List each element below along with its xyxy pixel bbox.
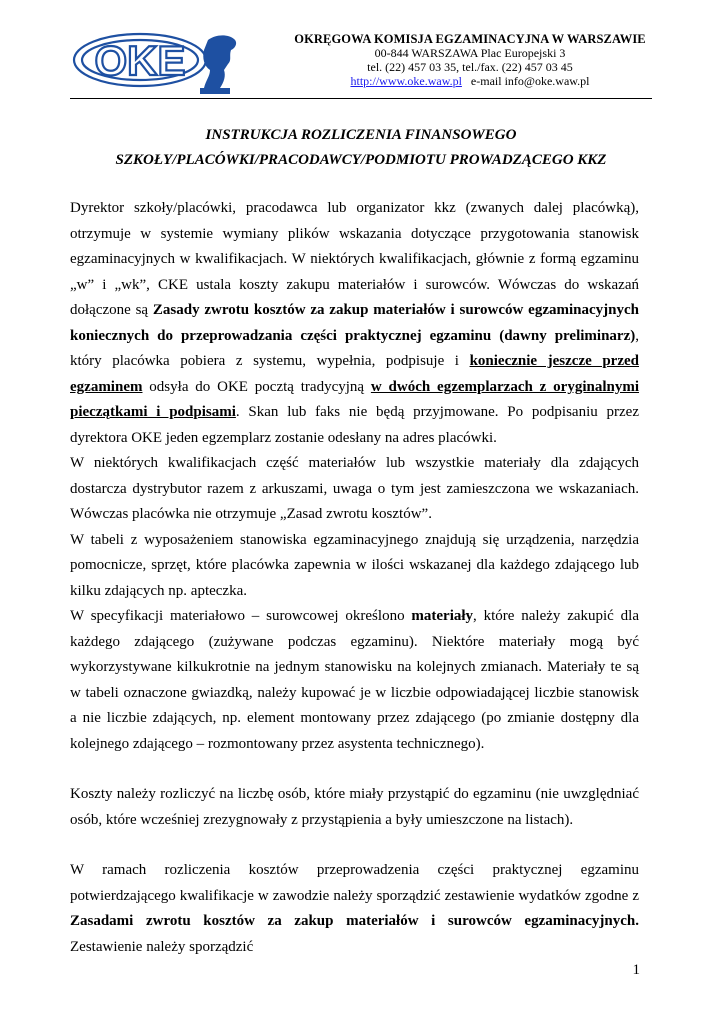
p6-text-2: Zestawienie należy sporządzić: [70, 938, 254, 955]
title-line-1: INSTRUKCJA ROZLICZENIA FINANSOWEGO: [205, 127, 517, 143]
header-contact-block: [280, 32, 660, 88]
p1-bold-underline-2: w dwóch egzemplarzach z oryginalnymi pieczątkami i podpisami: [70, 378, 639, 420]
p4-bold-1: materiały: [411, 608, 474, 624]
paragraph-5: Koszty należy rozliczyć na liczbę osób, które miały przystąpić do egzaminu (nie uwzględniać osób, które wcześniej zrezygnowały z przystąpienia a były umieszczone na listach).: [70, 786, 639, 828]
p1-bold-1: Zasady zwrotu kosztów za zakup materiałów i surowców egzaminacyjnych koniecznych do przeprowadzania części praktycznej egzaminu (dawny preliminarz): [70, 302, 639, 344]
website-link[interactable]: http://www.oke.waw.pl: [350, 74, 462, 88]
email-text: e-mail info@oke.waw.pl: [470, 74, 590, 88]
org-name: OKRĘGOWA KOMISJA EGZAMINACYJNA W WARSZAWIE: [294, 32, 646, 46]
header-divider: [70, 98, 652, 99]
paragraph-1: [70, 196, 639, 451]
page-header: [70, 30, 652, 100]
paragraph-4: [70, 604, 639, 757]
org-web-email: [280, 74, 660, 88]
p1-bold-underline-1: koniecznie jeszcze przed egzaminem: [70, 353, 639, 395]
document-title: [70, 123, 652, 173]
title-line-2: SZKOŁY/PLACÓWKI/PRACODAWCY/PODMIOTU PROWADZĄCEGO KKZ: [115, 152, 607, 168]
p1-text-1: Dyrektor szkoły/placówki, pracodawca lub organizator kkz (zwanych dalej placówką), otrzymuje w systemie wymiany plików wskazania dotyczące przygotowania stanowisk egzaminacyjnych w kwalifikacjach. W niektórych kwalifikacjach, głównie z formą egzaminu „w” i „wk”, CKE ustala koszty zakupu materiałów i surowców. Wówczas do wskazań dołączone są: [70, 200, 639, 318]
p1-text-4: . Skan lub faks nie będą przyjmowane. Po podpisaniu przez dyrektora OKE jeden egzemplarz zostanie odesłany na adres placówki.: [70, 404, 639, 446]
p6-text-1: W ramach rozliczenia kosztów przeprowadzenia części praktycznej egzaminu potwierdzającego kwalifikacje w zawodzie należy sporządzić zestawienie wydatków zgodne z: [70, 862, 639, 904]
paragraph-2: W niektórych kwalifikacjach część materiałów lub wszystkie materiały dla zdających dostarcza dystrybutor razem z arkuszami, uwaga o tym jest zamieszczona we wskazaniach. Wówczas placówka nie otrzymuje „Zasad zwrotu kosztów”.: [70, 455, 639, 522]
paragraph-6: [70, 858, 639, 960]
p4-text-2: , które należy zakupić dla każdego zdającego (zużywane podczas egzaminu). Niektóre materiały mogą być wykorzystywane kilkukrotnie na jednym stanowisku na kolejnych zmianach. Materiały te są w tabeli oznaczone gwiazdką, należy kupować je w liczbie odpowiadającej liczbie stanowisk a nie liczbie zdających, np. element montowany przez zdającego (po zmianie dostępny dla kolejnego zdającego – rozmontowany przez asystenta technicznego).: [70, 608, 639, 752]
p1-text-2: , który placówka pobiera z systemu, wypełnia, podpisuje i: [70, 327, 639, 369]
logo-text: OKE: [94, 37, 186, 84]
p1-text-3: odsyła do OKE pocztą tradycyjną: [142, 378, 371, 395]
oke-logo: [70, 30, 260, 98]
document-body: [70, 196, 639, 960]
org-phone: tel. (22) 457 03 35, tel./fax. (22) 457 03 45: [367, 60, 573, 74]
p6-bold-1: Zasadami zwrotu kosztów za zakup materiałów i surowców egzaminacyjnych.: [70, 913, 639, 929]
org-address: 00-844 WARSZAWA Plac Europejski 3: [374, 46, 566, 60]
page-number: 1: [632, 962, 640, 978]
p4-text-1: W specyfikacji materiałowo – surowcowej określono: [70, 608, 412, 624]
paragraph-3: W tabeli z wyposażeniem stanowiska egzaminacyjnego znajdują się urządzenia, narzędzia pomocnicze, sprzęt, które placówka zapewnia w ilości wskazanej dla każdego zdającego lub kilku zdających np. apteczka.: [70, 531, 639, 599]
